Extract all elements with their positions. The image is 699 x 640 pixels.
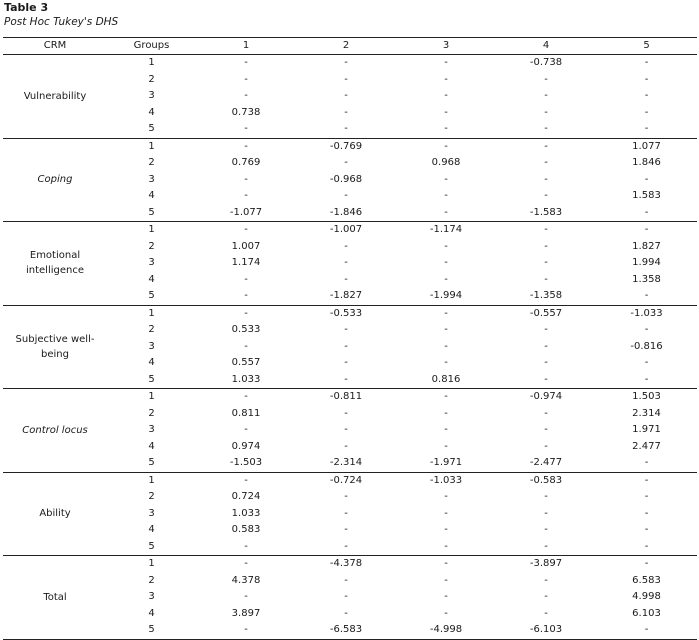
value-cell: - <box>196 622 296 639</box>
value-cell: - <box>344 273 348 285</box>
value-cell: 0.557 <box>231 357 261 369</box>
value-cell: - <box>344 73 348 85</box>
value-cell: - <box>444 574 448 586</box>
value-cell: - <box>644 324 649 336</box>
table-row <box>3 222 697 239</box>
table-subtitle: Post Hoc Tukey's DHS <box>4 16 119 28</box>
value-cell: - <box>344 507 348 519</box>
table-row <box>3 138 697 155</box>
value-cell: - <box>344 591 348 603</box>
value-cell: -6.103 <box>496 622 596 639</box>
value-cell: - <box>296 372 396 389</box>
crm-label-subjective-well-being <box>3 305 107 389</box>
value-cell: - <box>544 357 548 369</box>
value-cell: -0.738 <box>529 57 563 69</box>
value-cell: - <box>644 357 649 369</box>
value-cell: - <box>344 106 348 118</box>
value-cell: - <box>444 424 448 436</box>
value-cell: - <box>444 90 448 102</box>
tukey-table <box>3 37 697 640</box>
value-cell: - <box>244 57 248 69</box>
value-cell: - <box>396 205 496 222</box>
table-row <box>3 556 697 573</box>
value-cell: - <box>444 140 448 152</box>
group-number-cell: 4 <box>148 607 155 619</box>
table-row <box>3 539 697 556</box>
group-number-cell: 5 <box>107 121 196 138</box>
value-cell: -1.174 <box>429 224 463 236</box>
value-cell: 2.477 <box>632 440 661 452</box>
value-cell: 4.378 <box>231 574 261 586</box>
value-cell: - <box>544 607 548 619</box>
value-cell: - <box>244 340 248 352</box>
value-cell: - <box>244 273 248 285</box>
value-cell: - <box>544 591 548 603</box>
value-cell: - <box>644 491 649 503</box>
value-cell: - <box>644 524 649 536</box>
group-number-cell: 4 <box>148 357 155 369</box>
header-crm: CRM <box>3 38 107 55</box>
value-cell: - <box>244 140 248 152</box>
group-number-cell: 1 <box>148 474 155 486</box>
value-cell: - <box>444 407 448 419</box>
value-cell: - <box>344 324 348 336</box>
value-cell: - <box>644 106 649 118</box>
value-cell: - <box>544 257 548 269</box>
value-cell: - <box>244 591 248 603</box>
value-cell: -0.533 <box>329 307 363 319</box>
value-cell: - <box>644 474 649 486</box>
group-number-cell: 1 <box>148 558 155 570</box>
table-row <box>3 188 697 205</box>
value-cell: -3.897 <box>529 558 563 570</box>
crm-label-coping <box>3 138 107 222</box>
value-cell: -1.358 <box>496 288 596 305</box>
value-cell: 0.968 <box>431 157 461 169</box>
value-cell: - <box>444 357 448 369</box>
group-number-cell: 2 <box>148 73 155 85</box>
group-number-cell: 5 <box>107 455 196 472</box>
group-number-cell: 3 <box>148 591 155 603</box>
group-number-cell: 3 <box>148 424 155 436</box>
crm-label-total <box>3 556 107 640</box>
group-number-cell: 3 <box>148 257 155 269</box>
value-cell: -1.033 <box>429 474 463 486</box>
value-cell: - <box>544 173 548 185</box>
value-cell: 1.971 <box>632 424 661 436</box>
value-cell: -0.557 <box>529 307 563 319</box>
value-cell: - <box>396 539 496 556</box>
group-number-cell: 5 <box>107 205 196 222</box>
value-cell: 0.533 <box>231 324 261 336</box>
value-cell: 6.103 <box>632 607 661 619</box>
value-cell: -0.816 <box>630 340 663 352</box>
table-row <box>3 55 697 72</box>
value-cell: - <box>544 324 548 336</box>
value-cell: - <box>596 205 697 222</box>
table-row <box>3 339 697 356</box>
table-body <box>3 55 697 640</box>
value-cell: - <box>344 491 348 503</box>
value-cell: 0.811 <box>231 407 261 419</box>
header-groups: Groups <box>107 38 196 55</box>
table-row <box>3 322 697 339</box>
table-row <box>3 355 697 372</box>
value-cell: - <box>344 524 348 536</box>
value-cell: - <box>444 190 448 202</box>
value-cell: - <box>544 90 548 102</box>
value-cell: -0.583 <box>529 474 563 486</box>
table-row <box>3 255 697 272</box>
value-cell: - <box>396 121 496 138</box>
value-cell: - <box>444 106 448 118</box>
crm-label-emotional-intelligence <box>3 222 107 306</box>
group-number-cell: 4 <box>148 440 155 452</box>
value-cell: -0.769 <box>329 140 363 152</box>
value-cell: - <box>644 173 649 185</box>
value-cell: - <box>544 190 548 202</box>
value-cell: - <box>344 257 348 269</box>
value-cell: - <box>244 190 248 202</box>
value-cell: - <box>644 73 649 85</box>
value-cell: - <box>596 455 697 472</box>
table-row <box>3 506 697 523</box>
value-cell: 1.033 <box>231 507 261 519</box>
group-number-cell: 1 <box>148 224 155 236</box>
value-cell: - <box>544 340 548 352</box>
table-row <box>3 372 697 389</box>
value-cell: -1.007 <box>329 224 363 236</box>
value-cell: - <box>444 507 448 519</box>
group-number-cell: 2 <box>148 240 155 252</box>
group-number-cell: 3 <box>148 173 155 185</box>
value-cell: - <box>544 240 548 252</box>
value-cell: - <box>244 73 248 85</box>
value-cell: - <box>344 157 348 169</box>
value-cell: - <box>344 90 348 102</box>
value-cell: -1.077 <box>196 205 296 222</box>
group-number-cell: 5 <box>107 372 196 389</box>
crm-label-control-locus <box>3 389 107 473</box>
crm-label-vulnerability <box>3 55 107 139</box>
value-cell: -1.583 <box>496 205 596 222</box>
value-cell: - <box>196 121 296 138</box>
table-row <box>3 439 697 456</box>
value-cell: 1.358 <box>632 273 661 285</box>
table-row <box>3 406 697 423</box>
value-cell: - <box>244 90 248 102</box>
value-cell: - <box>344 190 348 202</box>
value-cell: - <box>444 57 448 69</box>
value-cell: 0.724 <box>231 491 261 503</box>
value-cell: - <box>344 407 348 419</box>
group-number-cell: 5 <box>107 539 196 556</box>
value-cell: - <box>444 73 448 85</box>
crm-label-ability <box>3 472 107 556</box>
value-cell: - <box>244 307 248 319</box>
table-row <box>3 589 697 606</box>
value-cell: - <box>244 424 248 436</box>
table-row <box>3 205 697 222</box>
table-row <box>3 121 697 138</box>
value-cell: - <box>444 491 448 503</box>
value-cell: - <box>496 372 596 389</box>
value-cell: -1.971 <box>396 455 496 472</box>
value-cell: -4.378 <box>329 558 363 570</box>
value-cell: 1.994 <box>632 257 661 269</box>
group-number-cell: 3 <box>148 507 155 519</box>
value-cell: - <box>644 507 649 519</box>
value-cell: - <box>544 574 548 586</box>
table-row <box>3 272 697 289</box>
value-cell: -1.033 <box>630 307 663 319</box>
group-number-cell: 4 <box>148 106 155 118</box>
value-cell: - <box>444 173 448 185</box>
value-cell: 3.897 <box>231 607 261 619</box>
value-cell: - <box>544 224 548 236</box>
value-cell: 1.007 <box>231 240 261 252</box>
table-row <box>3 606 697 623</box>
value-cell: - <box>444 324 448 336</box>
value-cell: 1.503 <box>632 391 661 403</box>
group-number-cell: 4 <box>148 190 155 202</box>
header-col-3: 3 <box>396 38 496 55</box>
group-number-cell: 5 <box>107 622 196 639</box>
crm-label-text: Ability <box>39 508 71 520</box>
group-number-cell: 3 <box>148 340 155 352</box>
group-number-cell: 1 <box>148 57 155 69</box>
value-cell: 2.314 <box>632 407 661 419</box>
value-cell: - <box>444 273 448 285</box>
value-cell: - <box>444 340 448 352</box>
value-cell: 1.827 <box>632 240 661 252</box>
value-cell: - <box>344 607 348 619</box>
header-col-1: 1 <box>196 38 296 55</box>
value-cell: - <box>444 591 448 603</box>
value-cell: 1.174 <box>231 257 261 269</box>
value-cell: -1.994 <box>396 288 496 305</box>
group-number-cell: 4 <box>148 524 155 536</box>
table-row <box>3 239 697 256</box>
value-cell: - <box>444 524 448 536</box>
value-cell: - <box>496 539 596 556</box>
value-cell: - <box>444 558 448 570</box>
value-cell: 4.998 <box>632 591 661 603</box>
group-number-cell: 2 <box>148 491 155 503</box>
value-cell: - <box>544 491 548 503</box>
table-row <box>3 389 697 406</box>
value-cell: - <box>496 121 596 138</box>
table-row <box>3 472 697 489</box>
value-cell: 0.974 <box>231 440 261 452</box>
table-header <box>3 38 697 55</box>
value-cell: - <box>444 391 448 403</box>
group-number-cell: 1 <box>148 391 155 403</box>
value-cell: - <box>296 121 396 138</box>
value-cell: 1.033 <box>196 372 296 389</box>
value-cell: -1.827 <box>296 288 396 305</box>
value-cell: - <box>596 372 697 389</box>
value-cell: - <box>644 90 649 102</box>
group-number-cell: 3 <box>148 90 155 102</box>
value-cell: 0.816 <box>396 372 496 389</box>
value-cell: - <box>544 440 548 452</box>
value-cell: - <box>244 173 248 185</box>
value-cell: 1.077 <box>632 140 661 152</box>
value-cell: - <box>196 288 296 305</box>
value-cell: - <box>196 539 296 556</box>
value-cell: - <box>596 288 697 305</box>
table-row <box>3 305 697 322</box>
table-row <box>3 573 697 590</box>
table-row <box>3 489 697 506</box>
value-cell: 1.583 <box>632 190 661 202</box>
value-cell: - <box>544 524 548 536</box>
value-cell: - <box>444 607 448 619</box>
value-cell: 6.583 <box>632 574 661 586</box>
value-cell: - <box>444 440 448 452</box>
value-cell: - <box>544 273 548 285</box>
value-cell: - <box>444 240 448 252</box>
value-cell: -0.974 <box>529 391 563 403</box>
crm-label-text: Control locus <box>22 424 88 436</box>
table-title: Table 3 <box>4 1 49 14</box>
value-cell: - <box>544 407 548 419</box>
header-col-4: 4 <box>496 38 596 55</box>
value-cell: - <box>444 307 448 319</box>
header-col-2: 2 <box>296 38 396 55</box>
value-cell: - <box>644 57 649 69</box>
value-cell: - <box>344 340 348 352</box>
group-number-cell: 2 <box>148 574 155 586</box>
crm-label-text: Emotional intelligence <box>25 250 84 277</box>
value-cell: - <box>544 140 548 152</box>
table-row <box>3 172 697 189</box>
table-row <box>3 622 697 639</box>
group-number-cell: 1 <box>148 307 155 319</box>
value-cell: - <box>596 121 697 138</box>
value-cell: -4.998 <box>396 622 496 639</box>
group-number-cell: 2 <box>148 324 155 336</box>
value-cell: - <box>244 474 248 486</box>
value-cell: -0.811 <box>329 391 363 403</box>
value-cell: -2.314 <box>296 455 396 472</box>
value-cell: - <box>344 574 348 586</box>
value-cell: - <box>596 539 697 556</box>
value-cell: - <box>544 73 548 85</box>
header-row <box>3 38 697 55</box>
value-cell: - <box>244 558 248 570</box>
value-cell: -2.477 <box>496 455 596 472</box>
value-cell: - <box>644 558 649 570</box>
value-cell: - <box>544 507 548 519</box>
value-cell: - <box>644 224 649 236</box>
table-row <box>3 422 697 439</box>
table-row <box>3 522 697 539</box>
value-cell: - <box>344 357 348 369</box>
table-row <box>3 155 697 172</box>
value-cell: - <box>344 57 348 69</box>
value-cell: - <box>296 539 396 556</box>
value-cell: -1.846 <box>296 205 396 222</box>
value-cell: 1.846 <box>632 157 661 169</box>
value-cell: -1.503 <box>196 455 296 472</box>
value-cell: -6.583 <box>296 622 396 639</box>
crm-label-text: Total <box>43 591 67 603</box>
table-row <box>3 105 697 122</box>
value-cell: - <box>344 440 348 452</box>
value-cell: - <box>244 391 248 403</box>
value-cell: 0.738 <box>231 106 261 118</box>
group-number-cell: 2 <box>148 157 155 169</box>
value-cell: - <box>344 424 348 436</box>
value-cell: 0.769 <box>231 157 261 169</box>
crm-label-text: Subjective well-being <box>15 333 95 360</box>
header-col-5: 5 <box>596 38 697 55</box>
value-cell: -0.968 <box>329 173 363 185</box>
crm-label-text: Coping <box>37 174 73 186</box>
value-cell: - <box>596 622 697 639</box>
table-row <box>3 88 697 105</box>
value-cell: -0.724 <box>329 474 363 486</box>
table-row <box>3 455 697 472</box>
value-cell: - <box>544 157 548 169</box>
group-number-cell: 4 <box>148 273 155 285</box>
value-cell: 0.583 <box>231 524 261 536</box>
group-number-cell: 2 <box>148 407 155 419</box>
value-cell: - <box>344 240 348 252</box>
group-number-cell: 5 <box>107 288 196 305</box>
value-cell: - <box>544 106 548 118</box>
value-cell: - <box>444 257 448 269</box>
table-row <box>3 72 697 89</box>
value-cell: - <box>544 424 548 436</box>
group-number-cell: 1 <box>148 140 155 152</box>
value-cell: - <box>244 224 248 236</box>
crm-label-text: Vulnerability <box>23 90 87 102</box>
table-row <box>3 288 697 305</box>
